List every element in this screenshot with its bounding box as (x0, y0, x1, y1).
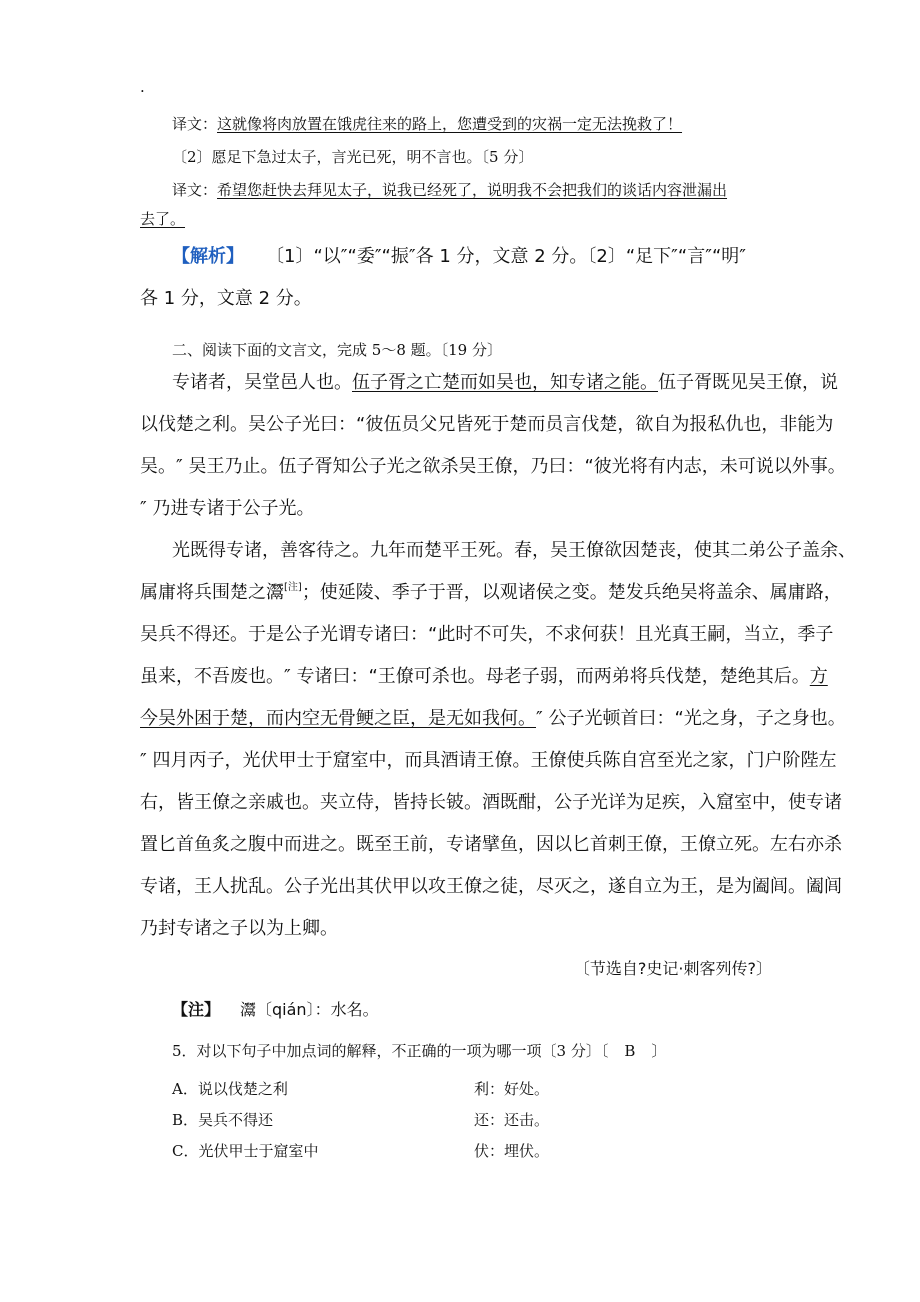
option-b-gloss: 还：还击。 (474, 1111, 550, 1129)
footnote (172, 997, 379, 1020)
footnote-text: 灊〔qián〕：水名。 (240, 1000, 379, 1019)
translation-label: 译文： (172, 115, 218, 133)
translation-line-1 (172, 113, 682, 134)
passage-text: 虽来，不吾废也。″ 专诸曰：“王僚可杀也。母老子弱，而两弟将兵伐楚，楚绝其后。 (140, 666, 810, 687)
analysis-line-2: 各 1 分，文意 2 分。 (140, 288, 312, 309)
option-a-text: A．说以伐楚之利 (172, 1080, 288, 1098)
option-b-text: B．吴兵不得还 (172, 1111, 274, 1129)
passage-line: 专诸，王人扰乱。公子光出其伏甲以攻王僚之徒，尽灭之，遂自立为王，是为阖闾。阖闾 (140, 876, 842, 897)
translation-text: 希望您赶快去拜见太子，说我已经死了，说明我不会把我们的谈话内容泄漏出 (217, 181, 728, 199)
passage-line: 以伐楚之利。吴公子光曰：“彼伍员父兄皆死于楚而员言伐楚，欲自为报私仇也，非能为 (140, 414, 834, 435)
page-dot: · (140, 82, 145, 100)
passage-line: ″ 四月丙子，光伏甲士于窟室中，而具酒请王僚。王僚使兵陈自宫至光之家，门户阶陛左 (140, 750, 837, 771)
underlined-sentence: 方 (809, 666, 828, 687)
question-2-text: 〔2〕愿足下急过太子，言光已死，明不言也。〔5 分〕 (172, 148, 534, 166)
answer-letter: B (624, 1042, 636, 1060)
translation-text: 这就像将肉放置在饿虎往来的路上，您遭受到的灾祸一定无法挽救了！ (217, 115, 683, 133)
question-stem: 5．对以下句子中加点词的解释，不正确的一项为哪一项〔3 分〕〔 (172, 1042, 609, 1060)
passage-line: 右，皆王僚之亲戚也。夹立侍，皆持长铍。酒既酣，公子光详为足疾，入窟室中，使专诸 (140, 792, 842, 813)
option-a-gloss: 利：好处。 (474, 1080, 550, 1098)
translation-label: 译文： (172, 181, 218, 199)
passage-line (140, 578, 842, 604)
analysis-line-1 (172, 242, 746, 268)
passage-text: 属庸将兵围楚之灊 (140, 582, 284, 603)
section-heading: 二、阅读下面的文言文，完成 5〜8 题。〔19 分〕 (172, 341, 502, 359)
analysis-label: 【解析】 (172, 246, 244, 267)
analysis-text: 〔1〕“以″“委″“振″各 1 分，文意 2 分。〔2〕“足下″“言″“明″ (266, 246, 746, 267)
underlined-sentence: 今吴外困于楚，而内空无骨鲠之臣，是无如我何。 (140, 708, 536, 729)
passage-line: 光既得专诸，善客待之。九年而楚平王死。春，吴王僚欲因楚丧，使其二弟公子盖余、 (172, 540, 856, 561)
passage-line: 乃封专诸之子以为上卿。 (140, 918, 338, 939)
question-5-stem (172, 1040, 666, 1061)
passage-text: 伍子胥既见吴王僚，说 (658, 372, 838, 393)
passage-line (172, 368, 838, 394)
passage-line (140, 704, 846, 730)
passage-text: ″ 公子光顿首曰：“光之身，子之身也。 (536, 708, 846, 729)
footnote-label: 【注】 (172, 1000, 221, 1019)
passage-line (140, 662, 828, 688)
translation-line-2 (172, 179, 727, 200)
underlined-sentence: 伍子胥之亡楚而如吴也，知专诸之能。 (352, 372, 658, 393)
passage-text: 专诸者，吴堂邑人也。 (172, 372, 352, 393)
passage-text: ；使延陵、季子于晋，以观诸侯之变。楚发兵绝吴将盖余、属庸路， (301, 582, 842, 603)
option-c-gloss: 伏：埋伏。 (474, 1142, 550, 1160)
passage-line: 吴兵不得还。于是公子光谓专诸曰：“此时不可失，不求何获！且光真王嗣，当立，季子 (140, 624, 834, 645)
footnote-marker: [注] (284, 582, 302, 593)
passage-line: ″ 乃进专诸于公子光。 (140, 498, 315, 519)
translation-line-2-cont: 去了。 (140, 210, 186, 228)
source-citation: 〔节选自?史记·刺客列传?〕 (573, 959, 772, 978)
passage-line: 吴。″ 吴王乃止。伍子胥知公子光之欲杀吴王僚，乃曰：“彼光将有内志，未可说以外事。 (140, 456, 846, 477)
question-stem-end: 〕 (651, 1042, 667, 1060)
passage-line: 置匕首鱼炙之腹中而进之。既至王前，专诸擘鱼，因以匕首刺王僚，王僚立死。左右亦杀 (140, 834, 842, 855)
option-c-text: C．光伏甲士于窟室中 (172, 1142, 319, 1160)
